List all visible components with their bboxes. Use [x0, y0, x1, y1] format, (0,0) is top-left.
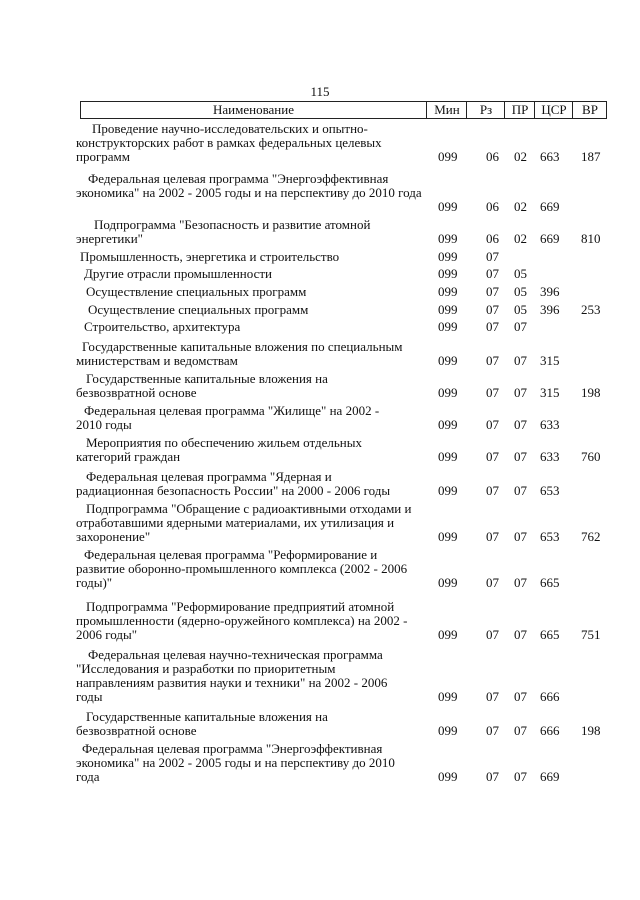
row-name: Федеральная целевая программа "Энергоэффективная экономика" на 2002 - 2005 годы и на перспективу до 2010 года [76, 171, 422, 200]
row-pr: 07 [514, 449, 527, 464]
row-name: Подпрограмма "Реформирование предприятий атомной промышленности (ядерно-оружейного комплекса) на 2002 - 2006 годы" [76, 599, 408, 642]
row-vr: 760 [581, 449, 601, 464]
row-csr: 665 [540, 627, 560, 642]
row-pr: 07 [514, 723, 527, 738]
row-vr: 762 [581, 529, 601, 544]
row-rz: 07 [486, 769, 499, 784]
row-rz: 07 [486, 319, 499, 334]
row-name: Государственные капитальные вложения на безвозвратной основе [76, 709, 328, 738]
row-name: Подпрограмма "Обращение с радиоактивными отходами и отработавшими ядерными материалами, их утилизация и захоронение" [76, 501, 412, 544]
row-rz: 07 [486, 284, 499, 299]
row-rz: 07 [486, 575, 499, 590]
row-min: 099 [438, 302, 458, 317]
row-csr: 633 [540, 449, 560, 464]
table-row [0, 742, 640, 784]
row-min: 099 [438, 769, 458, 784]
row-name: Федеральная целевая программа "Энергоэффективная экономика" на 2002 - 2005 годы и на перспективу до 2010 года [76, 741, 395, 784]
row-csr: 315 [540, 385, 560, 400]
row-name: Промышленность, энергетика и строительство [80, 249, 340, 264]
row-name: Осуществление специальных программ [86, 284, 307, 299]
table-row [0, 303, 640, 317]
header-rz: Рз [466, 102, 505, 118]
table-row [0, 548, 640, 590]
row-min: 099 [438, 149, 458, 164]
row-csr: 666 [540, 723, 560, 738]
table-row [0, 218, 640, 246]
table-row [0, 600, 640, 642]
row-rz: 07 [486, 689, 499, 704]
row-name: Подпрограмма "Безопасность и развитие атомной энергетики" [76, 217, 371, 246]
table-row [0, 250, 640, 264]
row-rz: 07 [486, 353, 499, 368]
row-pr: 07 [514, 769, 527, 784]
row-csr: 669 [540, 231, 560, 246]
row-name: Федеральная целевая программа "Жилище" на 2002 - 2010 годы [76, 403, 380, 432]
row-name: Другие отрасли промышленности [84, 266, 272, 281]
row-min: 099 [438, 689, 458, 704]
row-name: Федеральная целевая научно-техническая программа "Исследования и разработки по приоритетным направлениям развития науки и техники" на 2002 - 2006 годы [76, 647, 388, 704]
row-pr: 07 [514, 353, 527, 368]
row-rz: 06 [486, 199, 499, 214]
row-rz: 07 [486, 417, 499, 432]
table-row [0, 470, 640, 498]
table-row [0, 710, 640, 738]
row-name: Федеральная целевая программа "Реформирование и развитие оборонно-промышленного комплекса (2002 - 2006 годы)" [76, 547, 408, 590]
header-csr: ЦСР [534, 102, 573, 118]
row-pr: 07 [514, 627, 527, 642]
row-min: 099 [438, 449, 458, 464]
row-min: 099 [438, 266, 458, 281]
row-pr: 07 [514, 575, 527, 590]
row-pr: 05 [514, 302, 527, 317]
row-rz: 07 [486, 529, 499, 544]
row-pr: 02 [514, 231, 527, 246]
row-pr: 02 [514, 199, 527, 214]
row-pr: 07 [514, 385, 527, 400]
row-rz: 07 [486, 249, 499, 264]
row-min: 099 [438, 284, 458, 299]
row-vr: 198 [581, 385, 601, 400]
row-min: 099 [438, 483, 458, 498]
row-name: Строительство, архитектура [84, 319, 241, 334]
header-min: Мин [426, 102, 467, 118]
row-rz: 07 [486, 385, 499, 400]
row-min: 099 [438, 231, 458, 246]
row-pr: 05 [514, 266, 527, 281]
table-row [0, 267, 640, 281]
row-pr: 07 [514, 417, 527, 432]
table-row [0, 502, 640, 544]
table-row [0, 404, 640, 432]
table-row [0, 172, 640, 214]
row-pr: 05 [514, 284, 527, 299]
row-csr: 669 [540, 769, 560, 784]
row-vr: 253 [581, 302, 601, 317]
row-pr: 07 [514, 319, 527, 334]
header-pr: ПР [504, 102, 535, 118]
row-csr: 669 [540, 199, 560, 214]
row-vr: 810 [581, 231, 601, 246]
table-row [0, 372, 640, 400]
row-csr: 396 [540, 284, 560, 299]
row-vr: 751 [581, 627, 601, 642]
row-name: Государственные капитальные вложения по специальным министерствам и ведомствам [76, 339, 403, 368]
row-csr: 315 [540, 353, 560, 368]
row-min: 099 [438, 385, 458, 400]
row-min: 099 [438, 529, 458, 544]
row-name: Осуществление специальных программ [88, 302, 309, 317]
row-min: 099 [438, 417, 458, 432]
row-rz: 06 [486, 231, 499, 246]
row-pr: 07 [514, 529, 527, 544]
row-name: Федеральная целевая программа "Ядерная и радиационная безопасность России" на 2000 - 2006 годы [76, 469, 391, 498]
row-rz: 07 [486, 449, 499, 464]
table-row [0, 436, 640, 464]
row-min: 099 [438, 353, 458, 368]
row-csr: 665 [540, 575, 560, 590]
row-min: 099 [438, 319, 458, 334]
row-pr: 07 [514, 689, 527, 704]
row-csr: 653 [540, 529, 560, 544]
header-vr: ВР [572, 102, 607, 118]
row-csr: 633 [540, 417, 560, 432]
row-csr: 663 [540, 149, 560, 164]
row-min: 099 [438, 575, 458, 590]
row-min: 099 [438, 199, 458, 214]
row-pr: 07 [514, 483, 527, 498]
table-row [0, 122, 640, 164]
row-min: 099 [438, 249, 458, 264]
row-name: Государственные капитальные вложения на безвозвратной основе [76, 371, 328, 400]
table-row [0, 285, 640, 299]
row-rz: 07 [486, 723, 499, 738]
row-csr: 653 [540, 483, 560, 498]
table-row [0, 648, 640, 704]
row-rz: 07 [486, 627, 499, 642]
row-rz: 07 [486, 266, 499, 281]
header-name: Наименование [213, 102, 294, 117]
row-rz: 06 [486, 149, 499, 164]
row-pr: 02 [514, 149, 527, 164]
table-header [80, 101, 607, 119]
row-name: Проведение научно-исследовательских и опытно-конструкторских работ в рамках федеральных целевых программ [76, 121, 382, 164]
row-csr: 666 [540, 689, 560, 704]
row-min: 099 [438, 627, 458, 642]
table-row [0, 320, 640, 334]
row-name: Мероприятия по обеспечению жильем отдельных категорий граждан [76, 435, 362, 464]
row-vr: 198 [581, 723, 601, 738]
table-row [0, 340, 640, 368]
row-rz: 07 [486, 302, 499, 317]
row-min: 099 [438, 723, 458, 738]
row-rz: 07 [486, 483, 499, 498]
row-vr: 187 [581, 149, 601, 164]
page-number: 115 [310, 84, 330, 99]
row-csr: 396 [540, 302, 560, 317]
